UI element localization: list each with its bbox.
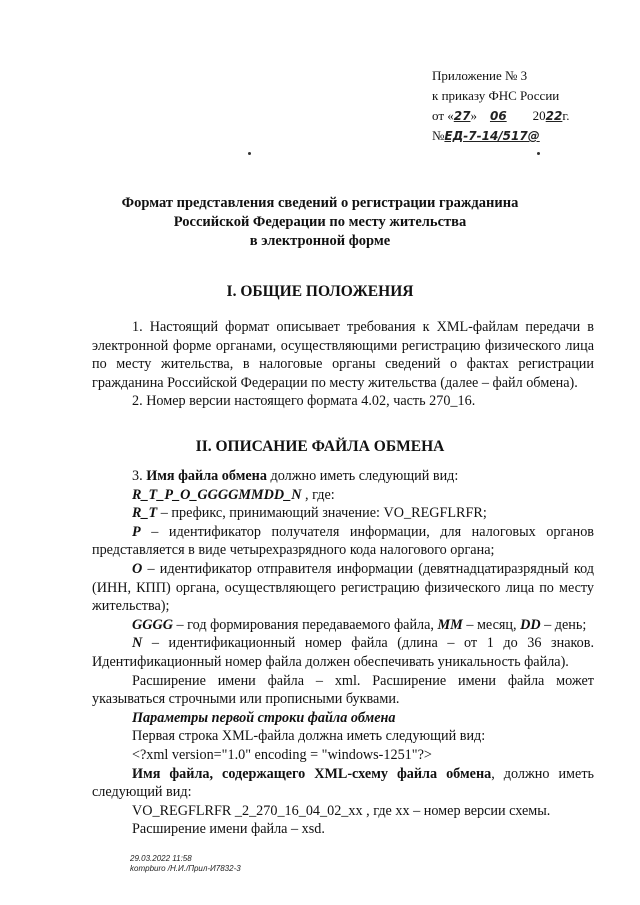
appendix-block xyxy=(432,66,570,146)
section-2-body xyxy=(92,467,594,839)
document-title: Формат представления сведений о регистрации гражданина Российской Федерации по месту жительства в электронной форме xyxy=(121,195,519,249)
filename-pattern: R_T_P_O_GGGGMMDD_N , где: xyxy=(132,486,335,503)
section-1-heading: I. ОБЩИЕ ПОЛОЖЕНИЯ xyxy=(226,283,414,300)
section-2-heading: II. ОПИСАНИЕ ФАЙЛА ОБМЕНА xyxy=(195,438,445,455)
def-rt: R_T – префикс, принимающий значение: VO_REGFLRFR; xyxy=(132,505,487,522)
def-date: GGGG – год формирования передаваемого файла, MM – месяц, DD – день; xyxy=(132,616,587,633)
paragraph-3: 3. Имя файла обмена должно иметь следующий вид: xyxy=(132,468,459,484)
appendix-number: №ЕД-7-14/517@ xyxy=(432,128,540,143)
def-o: O – идентификатор отправителя информации (девятнадцатиразрядный код (ИНН, КПП) органа, осуществляющего регистрацию физического лица по месту жительства); xyxy=(92,560,594,615)
paragraph-1: 1. Настоящий формат описывает требования к XML-файлам передачи в электронной форме органами, осуществляющими регистрацию физического лица по месту жительства, в налоговые органы сведений о фактах регистрации гражданина Российской Федерации по месту жительства (далее – файл обмена). xyxy=(92,319,594,391)
handwritten-day: 27 xyxy=(453,109,471,123)
xml-declaration: <?xml version="1.0" encoding = "windows-1251"?> xyxy=(132,746,432,763)
def-p: P – идентификатор получателя информации, для налоговых органов представляется в виде четырехразрядного кода налогового органа; xyxy=(92,523,594,559)
section-1-body xyxy=(92,318,594,411)
def-n: N – идентификационный номер файла (длина – от 1 до 36 знаков. Идентификационный номер файла должен обеспечивать уникальность файла). xyxy=(92,635,594,670)
footer-doc: kompburo /Н.И./Прил-И7832-3 xyxy=(130,864,241,873)
schema-extension: Расширение имени файла – xsd. xyxy=(132,821,325,838)
footer-date: 29.03.2022 11:58 xyxy=(130,854,192,863)
handwritten-month: 06 xyxy=(489,109,507,123)
appendix-order: к приказу ФНС России xyxy=(432,88,560,103)
extension-note: Расширение имени файла – xml. Расширение имени файла может указываться строчными или прописными буквами. xyxy=(92,672,594,708)
schema-name: VO_REGFLRFR _2_270_16_04_02_xx , где xx – номер версии схемы. xyxy=(132,802,551,819)
params-heading: Параметры первой строки файла обмена xyxy=(132,709,396,726)
paragraph-2: 2. Номер версии настоящего формата 4.02, часть 270_16. xyxy=(132,393,476,410)
scan-speck xyxy=(248,152,251,155)
footer-stamp xyxy=(130,854,241,874)
first-line-text: Первая строка XML-файла должна иметь следующий вид: xyxy=(132,728,486,745)
schema-name-intro: Имя файла, содержащего XML-схему файла обмена, должно иметь следующий вид: xyxy=(92,765,595,801)
handwritten-number: ЕД-7-14/517@ xyxy=(444,129,540,143)
appendix-title: Приложение № 3 xyxy=(432,68,528,83)
handwritten-year: 22 xyxy=(545,109,563,123)
scan-speck xyxy=(537,152,540,155)
appendix-date: от «27» 06 2022г. xyxy=(432,108,570,123)
